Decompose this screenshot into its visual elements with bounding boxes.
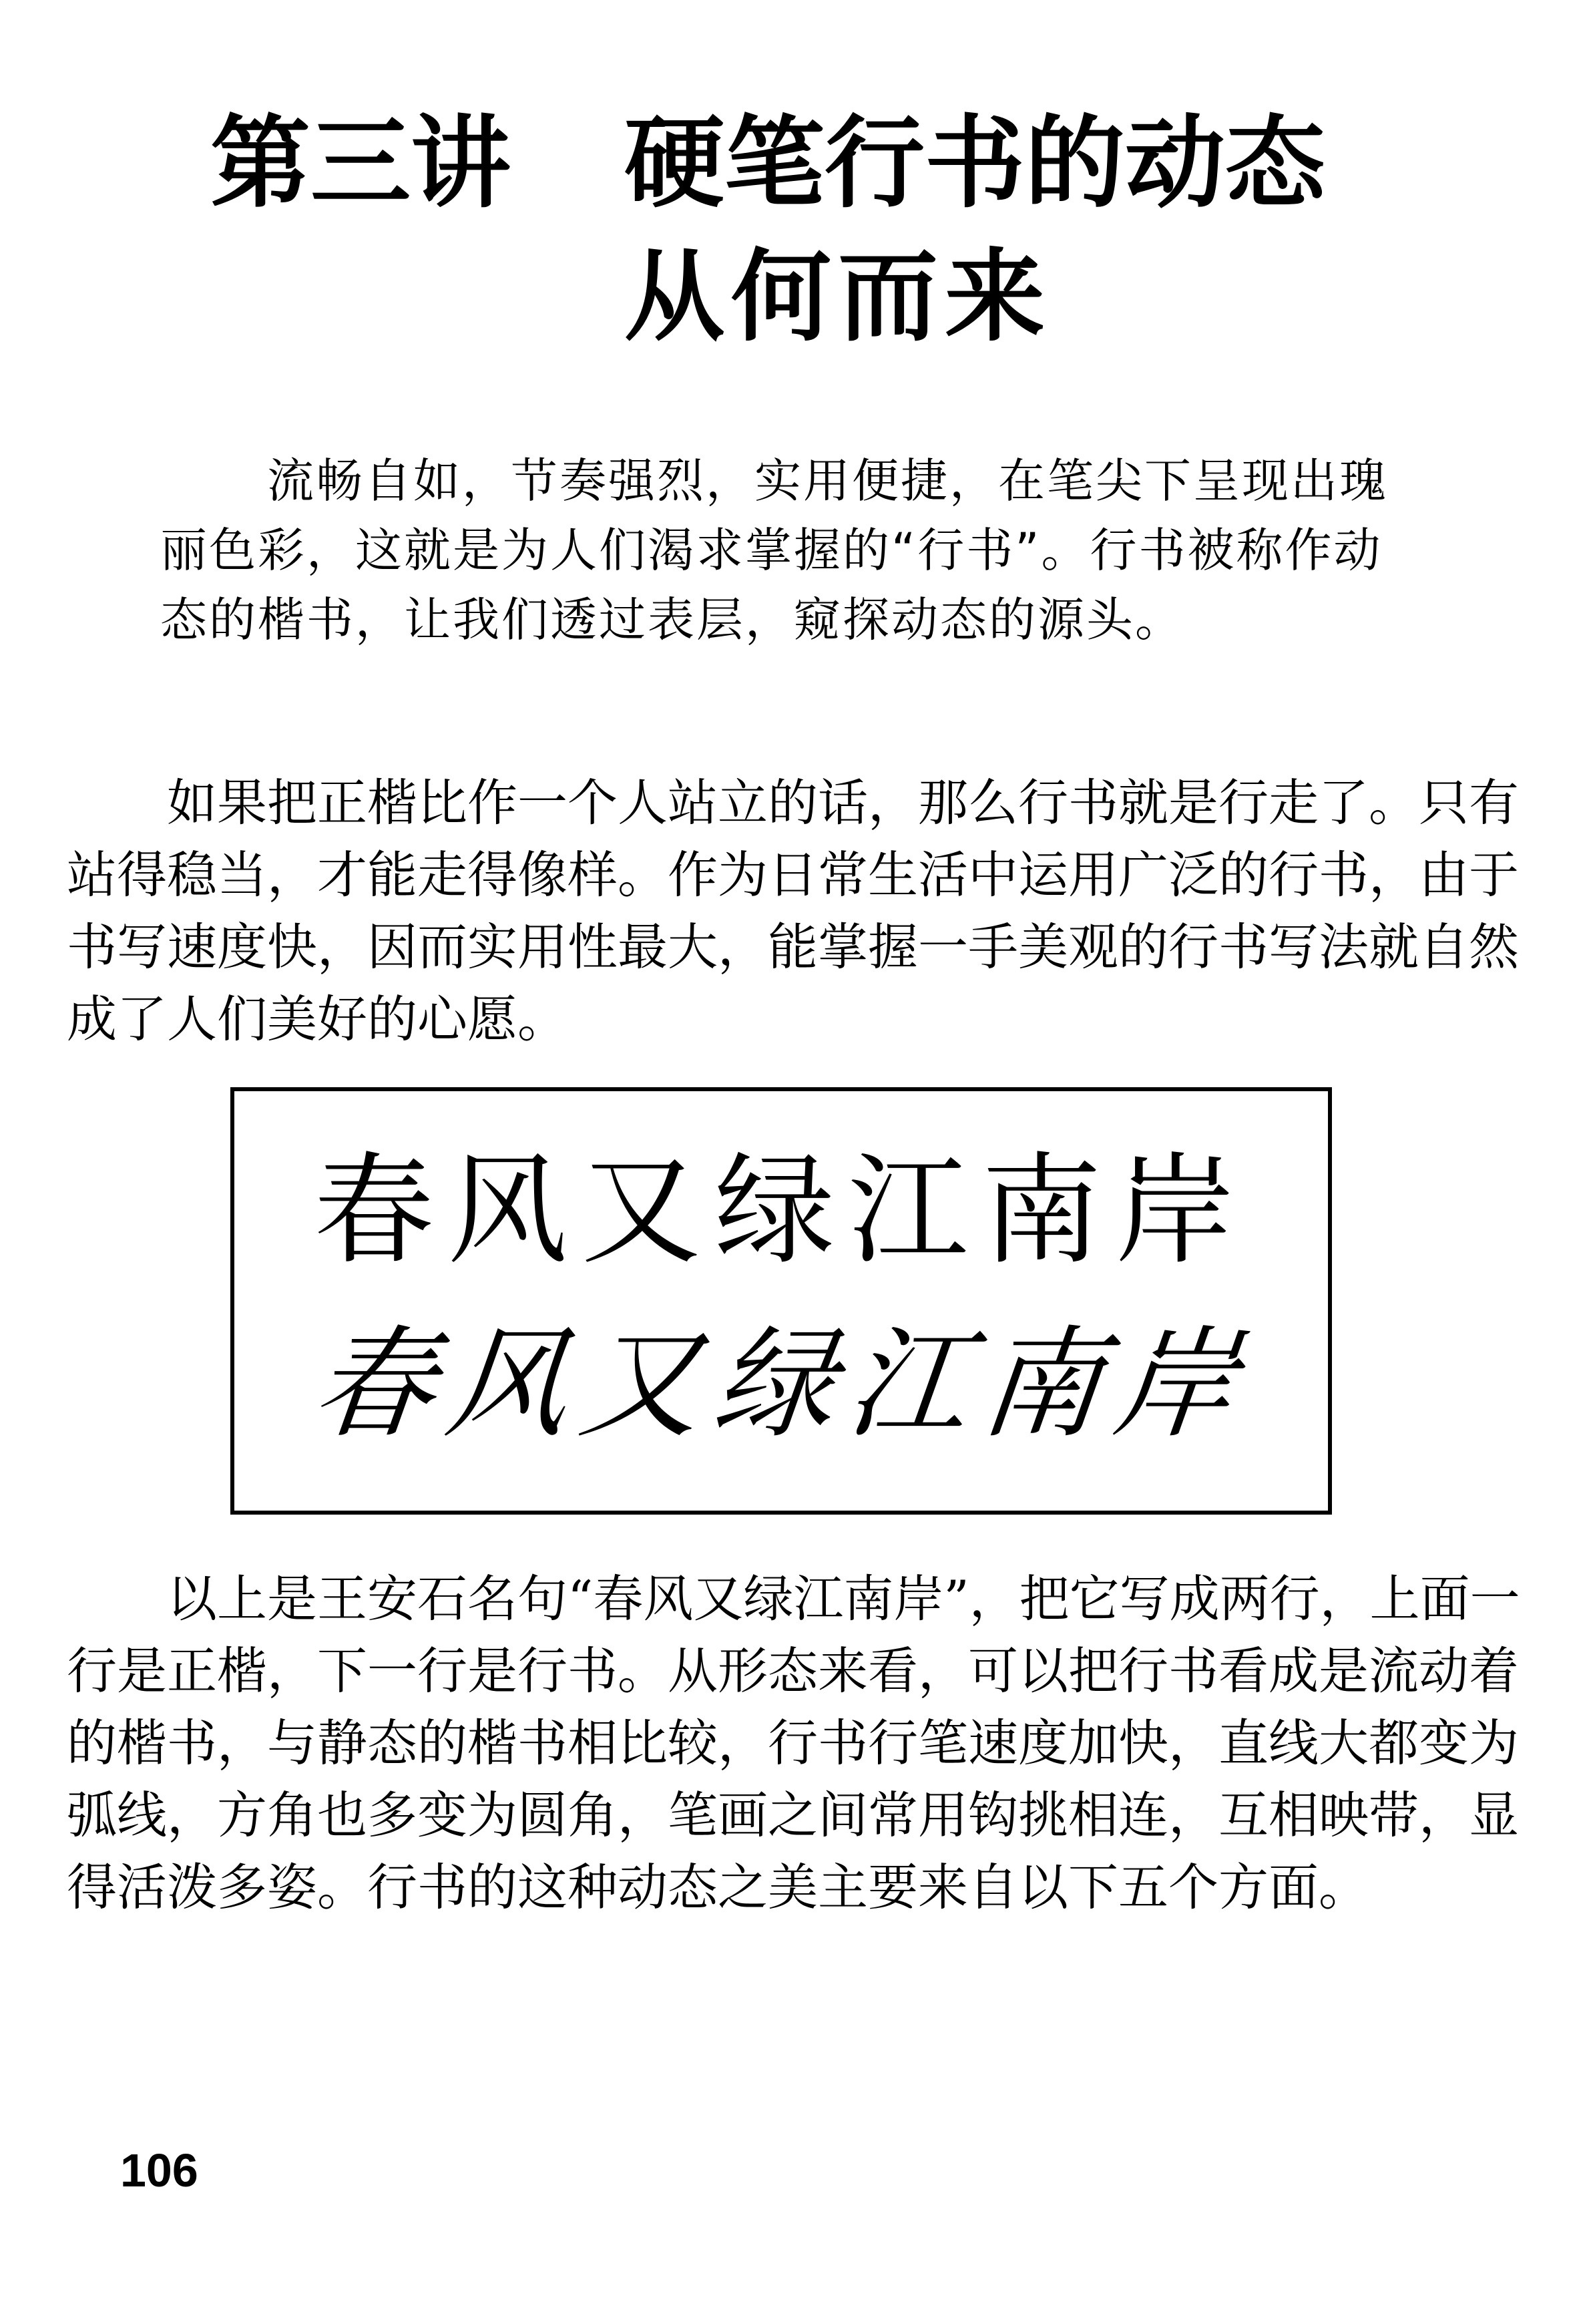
- running-script-line: 春风又绿江南岸: [306, 1315, 1257, 1455]
- calligraphy-example-box: [230, 1087, 1332, 1515]
- title-main: 硬笔行书的动态: [624, 106, 1326, 222]
- title-continuation: 从何而来: [624, 239, 1052, 355]
- intro-paragraph: 流畅自如，节奏强烈，实用便捷，在笔尖下呈现出瑰丽色彩，这就是为人们渴求掌握的“行书”。行书被称作动态的楷书，让我们透过表层，窥探动态的源头。: [160, 453, 1388, 647]
- regular-script-line: 春风又绿江南岸: [313, 1141, 1248, 1281]
- body-paragraph-1: 如果把正楷比作一个人站立的话，那么行书就是行走了。只有站得稳当，才能走得像样。作为日常生活中运用广泛的行书，由于书写速度快，因而实用性最大，能掌握一手美观的行书写法就自然成了人们美好的心愿。: [67, 773, 1520, 1048]
- page-number: 106: [120, 2144, 198, 2196]
- body-paragraph-2: 以上是王安石名句“春风又绿江南岸”，把它写成两行，上面一行是正楷，下一行是行书。从形态来看，可以把行书看成是流动着的楷书，与静态的楷书相比较，行书行笔速度加快，直线大都变为弧线，方角也多变为圆角，笔画之间常用钩挑相连，互相映带，显得活泼多姿。行书的这种动态之美主要来自以下五个方面。: [67, 1569, 1520, 1917]
- lecture-number: 第三讲: [210, 106, 511, 222]
